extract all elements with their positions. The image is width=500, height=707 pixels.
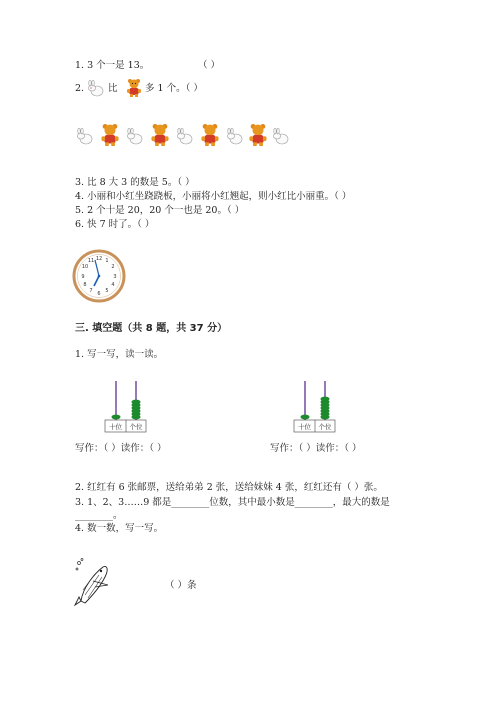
rabbit-icon <box>271 128 291 146</box>
clock-icon <box>72 249 126 303</box>
clock-number: 6 <box>97 291 101 297</box>
abacus-tens-label: 十位 <box>109 423 122 431</box>
s3-q3-line1: 3. 1、2、3……9 都是________位数，其中最小数是________，最大的数是 <box>75 497 390 508</box>
clock-number: 5 <box>105 288 109 294</box>
rabbit-icon <box>225 128 245 146</box>
bear-icon <box>125 78 143 98</box>
rabbit-icon <box>86 80 106 98</box>
clock-number: 12 <box>95 256 103 262</box>
fish-icon <box>73 557 113 607</box>
clock-number: 1 <box>105 258 109 264</box>
abacus-ones-label: 个位 <box>318 423 332 431</box>
q5-text: 5. 2 个十是 20，20 个一也是 20。（ ） <box>75 205 245 216</box>
rabbit-icon <box>125 128 145 146</box>
write-read-right: 写作：（ ）读作：（ ） <box>270 443 362 454</box>
clock-number: 4 <box>111 282 115 288</box>
clock-number: 2 <box>111 264 115 270</box>
q1-text: 1. 3 个一是 13。 <box>75 60 150 71</box>
s3-q1-text: 1. 写一写，读一读。 <box>75 349 164 360</box>
bear-icon <box>199 122 221 148</box>
bear-icon <box>99 122 121 148</box>
s3-q4-text: 4. 数一数，写一写。 <box>75 523 164 534</box>
clock-number: 11 <box>87 258 95 264</box>
animal-row <box>75 120 290 152</box>
fish-answer: （ ）条 <box>165 580 197 591</box>
q2-suffix: 多 1 个。（ ） <box>145 83 203 94</box>
q4-text: 4. 小丽和小红坐跷跷板，小丽将小红翘起，则小红比小丽重。（ ） <box>75 191 352 202</box>
abacus-right <box>289 378 349 438</box>
abacus-tens-label: 十位 <box>298 423 311 431</box>
write-read-left: 写作：（ ）读作：（ ） <box>75 443 167 454</box>
clock-number: 10 <box>81 264 89 270</box>
s3-q2-text: 2. 红红有 6 张邮票，送给弟弟 2 张，送给妹妹 4 张，红红还有（ ）张。 <box>75 482 383 493</box>
clock-number: 8 <box>83 282 87 288</box>
clock-number: 3 <box>113 274 117 280</box>
clock-number: 7 <box>89 288 93 294</box>
section-title: 三. 填空题（共 8 题，共 37 分） <box>75 323 228 334</box>
bear-icon <box>247 122 269 148</box>
q1-blank: （ ） <box>198 60 221 71</box>
q3-text: 3. 比 8 大 3 的数是 5。（ ） <box>75 177 195 188</box>
clock-number: 9 <box>81 274 85 280</box>
rabbit-icon <box>75 128 95 146</box>
q6-text: 6. 快 7 时了。（ ） <box>75 219 155 230</box>
q2-mid: 比 <box>108 83 118 94</box>
rabbit-icon <box>175 128 195 146</box>
abacus-ones-label: 个位 <box>129 423 143 431</box>
bear-icon <box>149 122 171 148</box>
q2-prefix: 2. <box>75 83 85 94</box>
s3-q3-line2: ________。 <box>75 510 123 521</box>
abacus-left <box>100 378 160 438</box>
